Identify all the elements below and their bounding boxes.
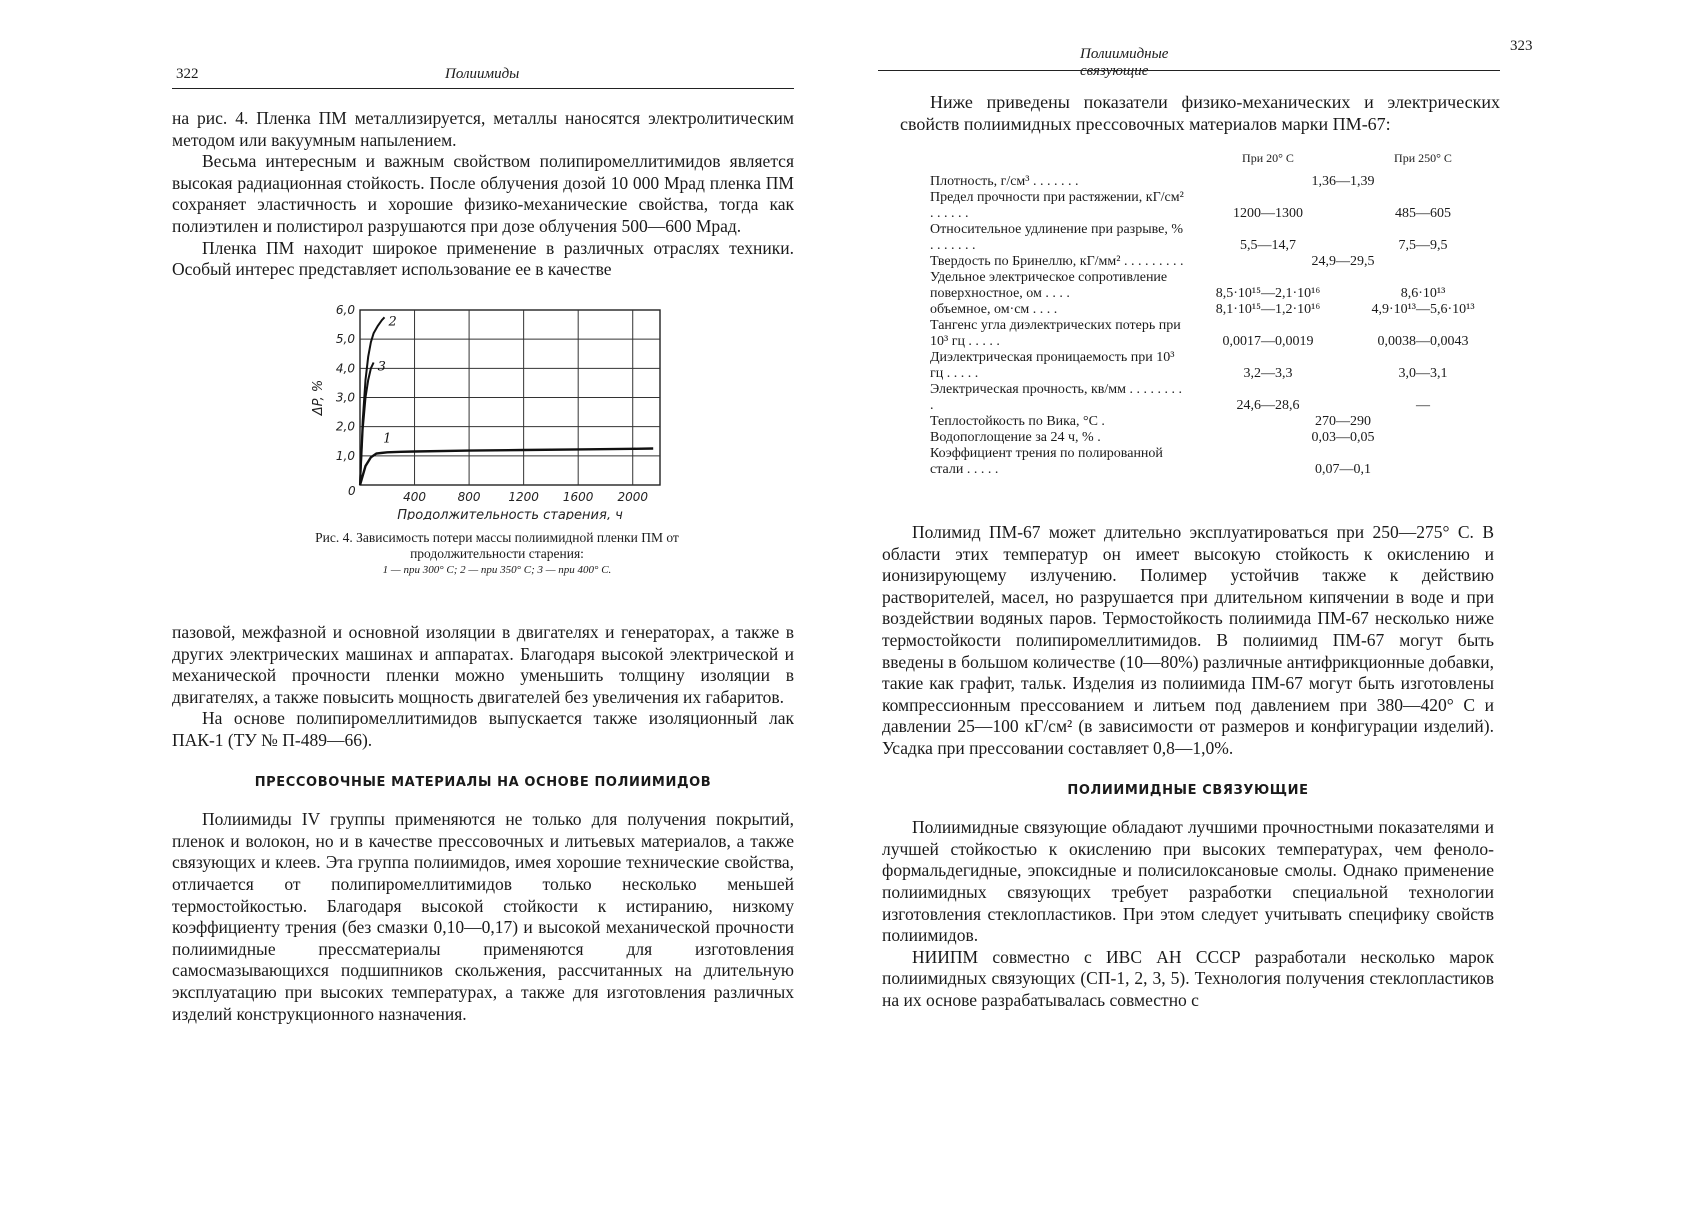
paragraph: Полимид ПМ-67 может длительно эксплуатироваться при 250—275° С. В области этих температур он имеет высокую стойкость к окислению и ионизирующему излучению. Полимер устойчив также к действию растворителей, масел, но разрушается при длительном кипячении в воде и при воздействии водяных паров. Термостойкость полиимида ПМ-67 несколько ниже термостойкости полипиромеллитимидов. В полиимид ПМ-67 могут быть введены в большом количестве (10—80%) различные антифрикционные добавки, такие как графит, тальк. Изделия из полиимида ПМ-67 могут быть изготовлены компрессионным прессованием и литьем под давлением при 380—420° С и давлении 25—100 кГ/см² (в зависимости от размеров и конфигурации изделий). Усадка при прессовании составляет 0,8—1,0%. (882, 522, 1494, 758)
running-title: Полиимидные связующие (1080, 46, 1169, 79)
mass-loss-chart (310, 300, 690, 520)
page-number: 322 (176, 66, 199, 82)
value-250c: 8,6·10¹³ (1400, 286, 1446, 301)
section-heading: ПОЛИИМИДНЫЕ СВЯЗУЮЩИЕ (1067, 782, 1309, 798)
property-label: Электрическая прочность, кв/мм . . . . . . . . . (930, 382, 1182, 413)
y-tick-label: 6,0 (335, 303, 355, 317)
x-tick-label: 1600 (562, 490, 594, 504)
right-intro (900, 92, 1500, 135)
left-text-bottom (172, 622, 794, 1025)
col-header-250: При 250° С (1394, 151, 1452, 165)
table-row (930, 254, 1498, 270)
paragraph: НИИПМ совместно с ИВС АН СССР разработали несколько марок полиимидных связующих (СП-1, 2, 3, 5). Технология получения стеклопластиков на их основе разрабатывалась совместно с (882, 946, 1494, 1010)
property-value: 24,9—29,5 (1311, 254, 1375, 269)
table-row (930, 302, 1498, 318)
property-value: 1,36—1,39 (1311, 174, 1375, 189)
property-label: Водопоглощение за 24 ч, % . (930, 430, 1101, 445)
table-row (930, 190, 1498, 222)
property-label: Относительное удлинение при разрыве, % . . . . . . . (930, 222, 1184, 253)
paragraph: Весьма интересным и важным свойством полипиромеллитимидов является высокая радиационная стойкость. После облучения дозой 10 000 Мрад пленка ПМ сохраняет эластичность и хорошие физико-механические свойства, тогда как полиэтилен и полистирол разрушаются при дозе облучения 500—600 Мрад. (172, 151, 794, 236)
y-tick-label: 1,0 (335, 448, 355, 463)
property-label: Удельное электрическое сопротивление (930, 270, 1168, 285)
x-tick-label: 2000 (617, 490, 649, 504)
property-label: Теплостойкость по Вика, °С . (930, 414, 1105, 429)
table-row (930, 318, 1498, 350)
header-rule (878, 70, 1500, 71)
y-tick-label: 3,0 (335, 390, 355, 405)
y-tick-label: 4,0 (335, 361, 355, 376)
property-value: 0,07—0,1 (1315, 462, 1371, 477)
value-20c: 0,0017—0,0019 (1222, 334, 1314, 349)
property-label: объемное, ом·см . . . . (930, 302, 1058, 317)
series-line-1 (360, 449, 653, 486)
value-20c: 24,6—28,6 (1236, 398, 1300, 413)
y-tick-label: 5,0 (335, 332, 355, 347)
table-row (930, 414, 1498, 430)
figure-caption (312, 530, 682, 578)
paragraph: на рис. 4. Пленка ПМ металлизируется, металлы наносятся электролитическим методом или вакуумным напылением. (172, 108, 794, 150)
properties-table (930, 150, 1498, 478)
y-axis-label: ΔP, % (311, 379, 326, 416)
header-rule (172, 88, 794, 89)
table-row (930, 446, 1498, 478)
value-20c: 1200—1300 (1233, 206, 1303, 221)
value-250c (1348, 270, 1498, 286)
value-20c (1188, 270, 1348, 286)
caption-legend: 1 — при 300° С; 2 — при 350° С; 3 — при 400° С. (382, 564, 612, 576)
value-250c: 0,0038—0,0043 (1377, 334, 1469, 349)
table-row (930, 382, 1498, 414)
property-label: Коэффициент трения по полированной стали . . . . . (930, 446, 1163, 477)
table-row (930, 350, 1498, 382)
property-label: поверхностное, ом . . . . (930, 286, 1070, 301)
property-label: Плотность, г/см³ . . . . . . . (930, 174, 1079, 189)
property-label: Предел прочности при растяжении, кГ/см² . . . . . . (930, 190, 1184, 221)
paragraph: Полиимиды IV группы применяются не только для получения покрытий, пленок и волокон, но и в качестве прессовочных и литьевых материалов, а также связующих и клеев. Эта группа полиимидов, имея хорошие технические свойства, отличается от полипиромеллитимидов только несколько меньшей термостойкостью. Благодаря высокой стойкости к истиранию, низкому коэффициенту трения (без смазки 0,10—0,17) и высокой механической прочности полиимидные прессматериалы применяются для изготовления самосмазывающихся подшипников скольжения, рассчитанных на длительную эксплуатацию при высоких температурах, а также для изготовления различных изделий конструкционного назначения. (172, 809, 794, 1024)
table-row (930, 222, 1498, 254)
figure-4 (310, 300, 690, 520)
paragraph: На основе полипиромеллитимидов выпускается также изоляционный лак ПАК-1 (ТУ № П-489—66). (172, 708, 794, 750)
y-tick-label: 2,0 (335, 419, 355, 434)
series-label-1: 1 (383, 431, 392, 447)
paragraph: Полиимидные связующие обладают лучшими прочностными показателями и лучшей стойкостью к окислению при высоких температурах, чем феноло-формальдегидные, эпоксидные и полисилоксановые смолы. Однако применение полиимидных связующих требует разработки специальной технологии изготовления стеклопластиков. При этом следует учитывать специфику свойств полиимидов. (882, 817, 1494, 946)
col-header-20: При 20° С (1242, 151, 1294, 165)
value-20c: 5,5—14,7 (1240, 238, 1296, 253)
x-tick-label: 800 (457, 490, 481, 504)
series-label-2: 2 (388, 314, 397, 330)
table-row (930, 174, 1498, 190)
value-250c: 3,0—3,1 (1398, 366, 1448, 381)
table-row (930, 430, 1498, 446)
value-250c: 7,5—9,5 (1398, 238, 1448, 253)
property-value: 270—290 (1315, 414, 1371, 429)
paragraph: Пленка ПМ находит широкое применение в различных отраслях техники. Особый интерес представляет использование ее в качестве (172, 237, 794, 280)
page-number: 323 (1510, 38, 1533, 54)
x-tick-label: 400 (403, 490, 426, 504)
caption-text: Рис. 4. Зависимость потери массы полиимидной пленки ПМ от продолжительности старения: (315, 530, 679, 561)
value-20c: 8,5·10¹⁵—2,1·10¹⁶ (1215, 286, 1321, 301)
paragraph: Ниже приведены показатели физико-механических и электрических свойств полиимидных прессовочных материалов марки ПМ-67: (900, 92, 1500, 134)
running-title: Полиимиды (445, 66, 520, 82)
origin-label: 0 (348, 484, 356, 498)
x-tick-label: 1200 (508, 490, 539, 504)
value-250c: 4,9·10¹³—5,6·10¹³ (1371, 302, 1475, 317)
table-row (930, 270, 1498, 286)
value-20c: 8,1·10¹⁵—1,2·10¹⁶ (1215, 302, 1321, 317)
property-label: Диэлектрическая проницаемость при 10³ гц . . . . . (930, 350, 1175, 381)
right-text (882, 522, 1494, 1011)
paragraph: пазовой, межфазной и основной изоляции в двигателях и генераторах, а также в других электрических машинах и аппаратах. Благодаря высокой электрической и механической прочности пленки можно уменьшить толщину изоляции в двигателях, а также повысить мощность двигателей без увеличения их габаритов. (172, 622, 794, 707)
value-20c: 3,2—3,3 (1243, 366, 1293, 381)
table-row (930, 286, 1498, 302)
series-label-3: 3 (377, 359, 386, 375)
property-label: Тангенс угла диэлектрических потерь при 10³ гц . . . . . (930, 318, 1181, 349)
property-label: Твердость по Бринеллю, кГ/мм² . . . . . . . . . (930, 254, 1184, 269)
property-value: 0,03—0,05 (1311, 430, 1375, 445)
x-axis-label: Продолжительность старения, ч (397, 508, 623, 520)
value-250c: — (1416, 398, 1430, 413)
section-heading: ПРЕССОВОЧНЫЕ МАТЕРИАЛЫ НА ОСНОВЕ ПОЛИИМИДОВ (254, 774, 712, 790)
value-250c: 485—605 (1395, 206, 1451, 221)
left-text-top (172, 108, 794, 281)
series-line-2 (360, 317, 385, 485)
